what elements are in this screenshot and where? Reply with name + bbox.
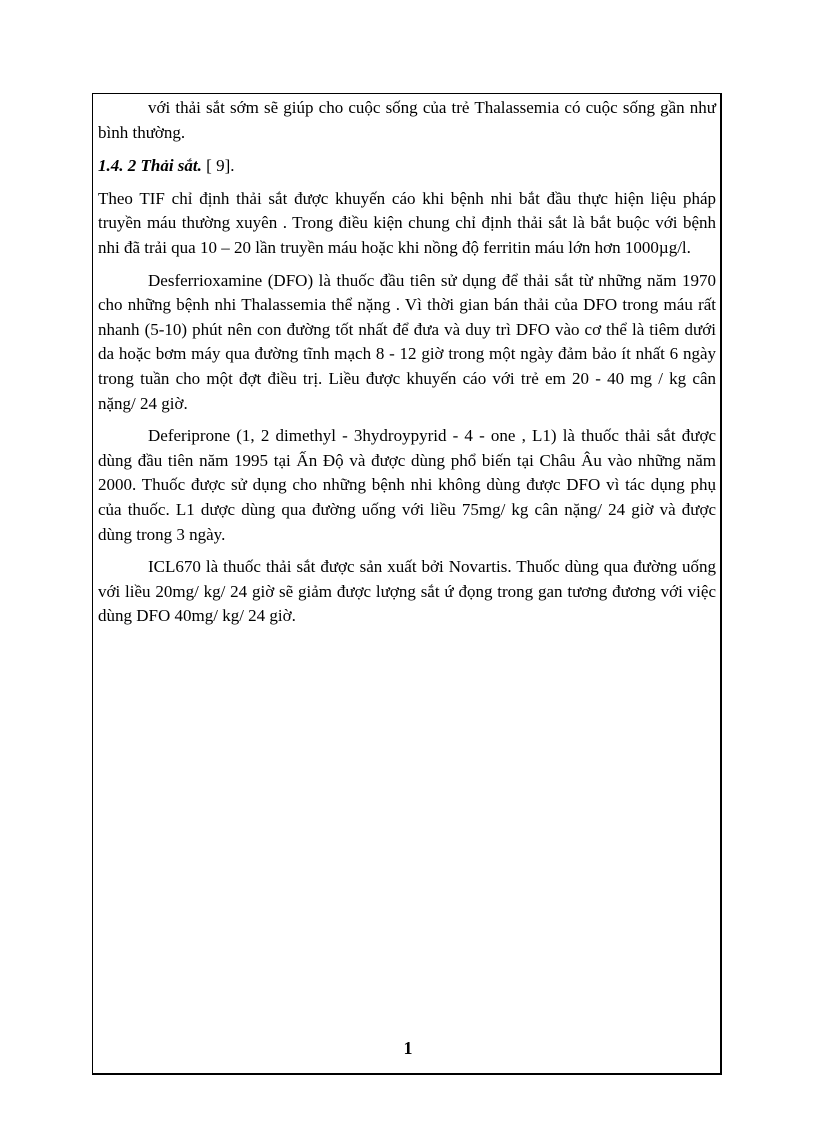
paragraph-continuation: với thải sắt sớm sẽ giúp cho cuộc sống của trẻ Thalassemia có cuộc sống gần như bình thường.	[98, 98, 716, 142]
section-heading-title: 1.4. 2 Thải sắt.	[98, 156, 202, 176]
section-heading	[98, 154, 716, 179]
section-heading-reference: [ 9].	[201, 156, 235, 176]
paragraph-desferrioxamine: Desferrioxamine (DFO) là thuốc đầu tiên sử dụng để thải sắt từ những năm 1970 cho những bệnh nhi Thalassemia thể nặng . Vì thời gian bán thải của DFO trong máu rất nhanh (5-10) phút nên con đường tốt nhất để đưa và duy trì DFO vào cơ thể là tiêm dưới da hoặc bơm máy qua đường tĩnh mạch 8 - 12 giờ trong một ngày đảm bảo ít nhất 6 ngày trong tuần cho một đợt điều trị. Liều được khuyến cáo với trẻ em 20 - 40 mg / kg cân nặng/ 24 giờ.	[98, 270, 716, 413]
paragraph-deferiprone: Deferiprone (1, 2 dimethyl - 3hydroypyrid - 4 - one , L1) là thuốc thải sắt được dùng đầu tiên năm 1995 tại Ấn Độ và được dùng phổ biến tại Châu Âu vào những năm 2000. Thuốc được sử dụng cho những bệnh nhi không dùng được DFO vì tác dụng phụ của thuốc. L1 dược dùng qua đường uống với liều 75mg/ kg cân nặng/ 24 giờ và được dùng trong 3 ngày.	[98, 426, 716, 544]
page-number: 1	[403, 1038, 413, 1058]
paragraph-icl670: ICL670 là thuốc thải sắt được sản xuất bởi Novartis. Thuốc dùng qua đường uống với liều 20mg/ kg/ 24 giờ sẽ giảm được lượng sắt ứ đọng trong gan tương đương với việc dùng DFO 40mg/ kg/ 24 giờ.	[98, 557, 716, 626]
document-body	[98, 96, 716, 629]
paragraph-tif-indication: Theo TIF chỉ định thải sắt được khuyến cáo khi bệnh nhi bắt đầu thực hiện liệu pháp truyền máu thường xuyên . Trong điều kiện chung chỉ định thải sắt là bắt buộc với bệnh nhi đã trải qua 10 – 20 lần truyền máu hoặc khi nồng độ ferritin máu lớn hơn 1000µg/l.	[98, 188, 716, 257]
